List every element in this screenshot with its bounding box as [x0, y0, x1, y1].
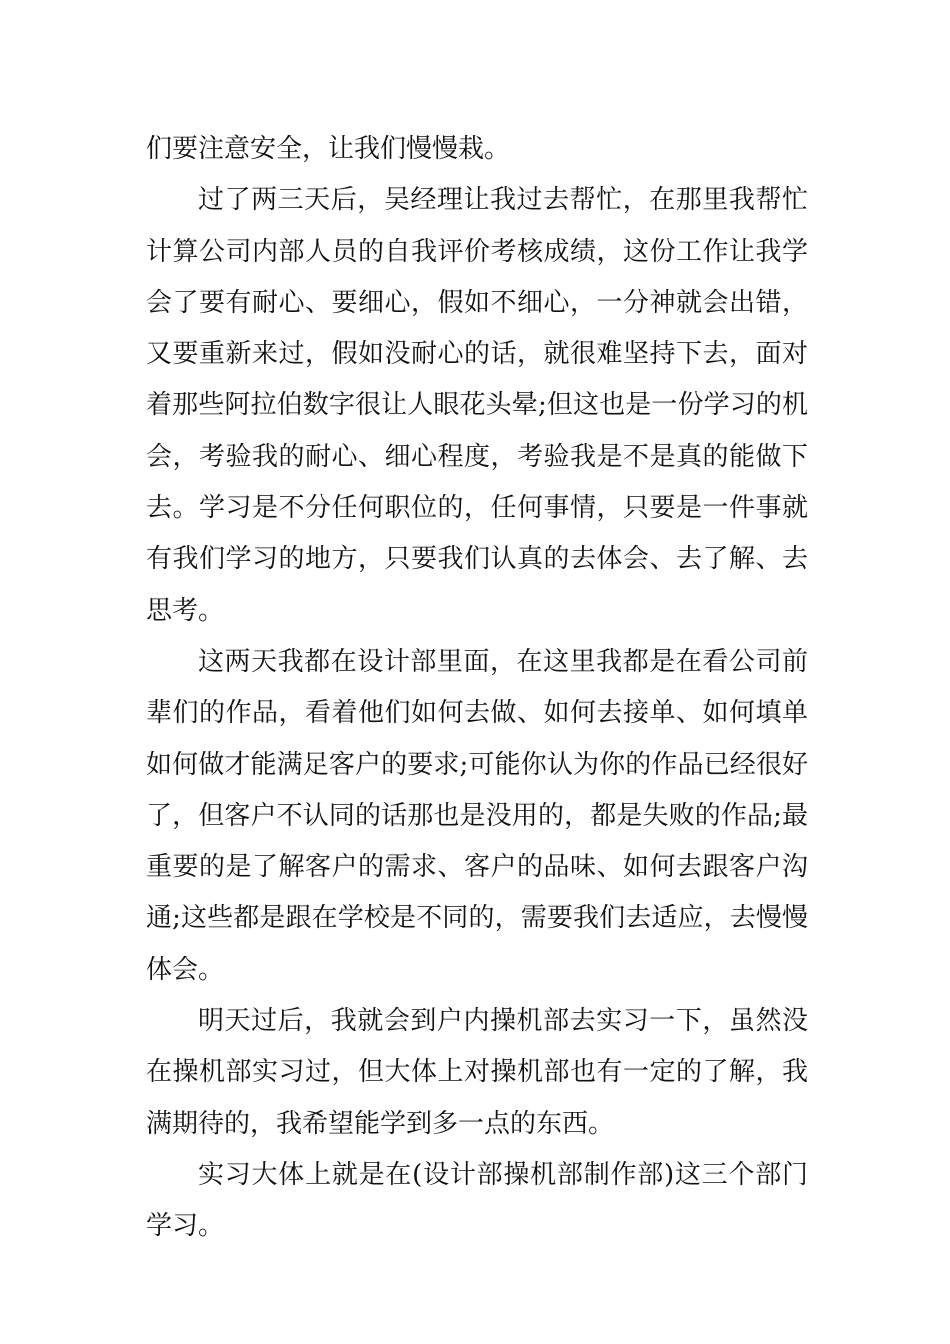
text-line: 又要重新来过，假如没耐心的话，就很难坚持下去，面对	[146, 339, 808, 370]
text-line: 有我们学习的地方，只要我们认真的去体会、去了解、去	[146, 544, 808, 575]
text-line: 辈们的作品，看着他们如何去做、如何去接单、如何填单	[146, 698, 808, 729]
text-line: 计算公司内部人员的自我评价考核成绩，这份工作让我学	[146, 236, 808, 267]
text-line: 着那些阿拉伯数字很让人眼花头晕;但这也是一份学习的机	[146, 390, 808, 421]
text-line: 在操机部实习过，但大体上对操机部也有一定的了解，我	[146, 1057, 808, 1088]
text-line: 重要的是了解客户的需求、客户的品味、如何去跟客户沟	[146, 852, 808, 883]
text-line: 了，但客户不认同的话那也是没用的，都是失败的作品;最	[146, 800, 808, 831]
text-line: 会了要有耐心、要细心，假如不细心，一分神就会出错，	[146, 287, 808, 318]
paragraph-first-line: 实习大体上就是在(设计部操机部制作部)这三个部门	[198, 1159, 808, 1190]
document-body	[146, 124, 808, 1253]
text-line: 们要注意安全，让我们慢慢栽。	[146, 134, 511, 164]
text-line: 会，考验我的耐心、细心程度，考验我是不是真的能做下	[146, 441, 808, 472]
text-line: 如何做才能满足客户的要求;可能你认为你的作品已经很好	[146, 749, 808, 780]
text-line: 思考。	[146, 595, 225, 626]
text-line: 学习。	[146, 1211, 225, 1242]
paragraph-first-line: 这两天我都在设计部里面，在这里我都是在看公司前	[198, 646, 808, 677]
text-line: 去。学习是不分任何职位的，任何事情，只要是一件事就	[146, 493, 808, 524]
text-line: 通;这些都是跟在学校是不同的，需要我们去适应，去慢慢	[146, 903, 808, 934]
paragraph-first-line: 明天过后，我就会到户内操机部去实习一下，虽然没	[198, 1006, 808, 1037]
text-line: 满期待的，我希望能学到多一点的东西。	[146, 1108, 615, 1139]
paragraph-first-line: 过了两三天后，吴经理让我过去帮忙，在那里我帮忙	[198, 185, 808, 216]
text-line: 体会。	[146, 954, 225, 985]
